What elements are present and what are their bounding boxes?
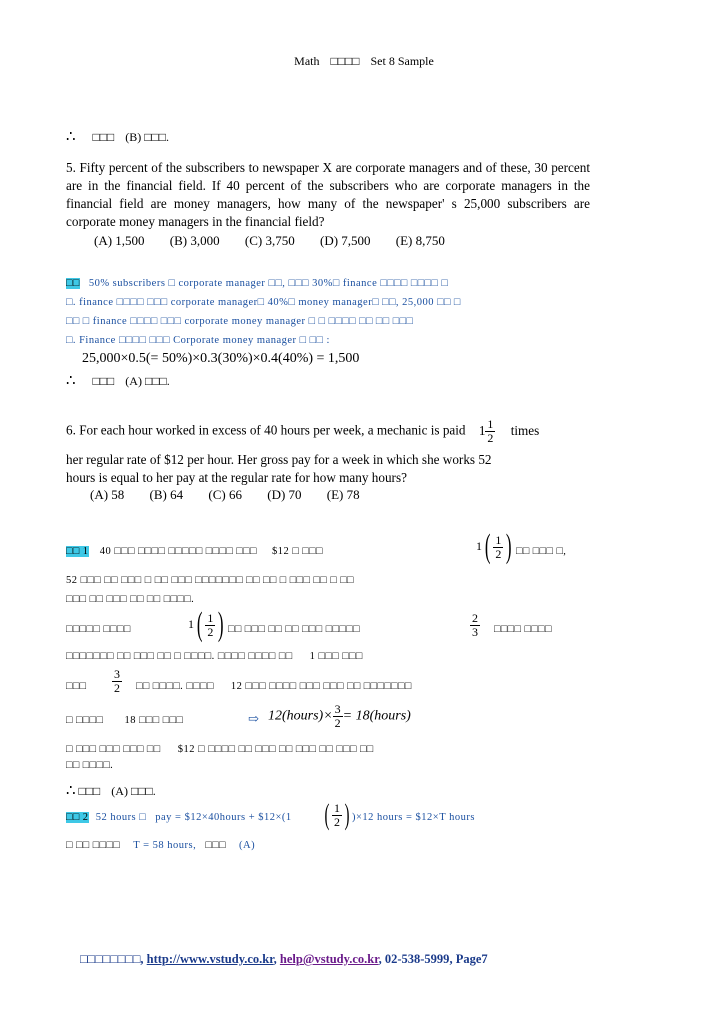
solution-6-method-2-result [66, 840, 255, 851]
answer-pre: □□□ [92, 130, 115, 144]
solution-text: □ □□ □□□□ [66, 840, 121, 851]
solution-6-line-4a: □□□□□ □□□□ [66, 624, 131, 635]
arrow-icon: ⇨ [248, 711, 259, 726]
solution-6-line-1 [66, 546, 323, 557]
option-a: (A) 1,500 [94, 233, 145, 248]
fraction-numerator: 1 [487, 417, 494, 431]
answer-line-b [66, 127, 169, 146]
option-c: (C) 3,750 [244, 233, 295, 248]
answer-post: □□□. [144, 130, 170, 144]
solution-6-mixed-fraction: 1( $\frac{1}{2}$ ) [476, 528, 512, 565]
solution-text: pay = $12×40hours + $12×(1 [155, 812, 292, 823]
solution-6-fraction-3-2 [112, 668, 122, 695]
question-6-text-b: times [510, 422, 540, 438]
solution-text: 12 □□□ □□□□ □□□ □□□ □□ □□□□□□□ [230, 681, 412, 692]
answer-value: (A) [125, 374, 142, 388]
option-c: (C) 66 [208, 487, 242, 502]
fraction-denominator: 2 [334, 814, 340, 829]
question-6-line-1 [66, 418, 539, 445]
solution-text: □ □□□ □□□ □□□ □□ [66, 744, 161, 755]
fraction-numerator: 2 [472, 611, 478, 625]
footer-page-number: Page7 [455, 952, 488, 966]
footer-phone: 02-538-5999 [384, 952, 450, 966]
answer-pre: □□□ [92, 374, 115, 388]
solution-6-line-2: 52 □□□ □□ □□□ □ □□ □□□ □□□□□□□ □□ □□ □ □□□ □□ □ □□ [66, 575, 354, 586]
fraction-denominator: 2 [334, 716, 341, 730]
solution-text: T = 58 hours, [133, 840, 197, 851]
solution-text: $12 □ □□□ [271, 546, 323, 557]
fraction-numerator: 3 [334, 702, 341, 716]
therefore-symbol: ∴ [66, 783, 76, 799]
option-b: (B) 64 [149, 487, 184, 502]
solution-text: □□□□□□□ □□ □□□ □□ □ □□□□. □□□□ □□□□ □□ [66, 651, 293, 662]
solution-6-line-7 [66, 715, 183, 726]
solution-5-formula: 25,000×0.5(= 50%)×0.3(30%)×0.4(40%) = 1,500 [82, 351, 360, 366]
fraction-numerator: 1 [334, 800, 340, 815]
solution-6-answer [66, 781, 156, 800]
solution-label: □□ 2 [66, 812, 89, 823]
solution-6-method-2c: )×12 hours = $12×T hours [352, 812, 475, 823]
solution-label: □□ 1 [66, 546, 89, 557]
solution-6-method-2 [66, 812, 292, 823]
method-2-fraction: ( $\frac{1}{2}$ ) [324, 798, 350, 831]
solution-6-line-3: □□□ □□ □□□ □□ □□ □□□□. [66, 594, 195, 605]
solution-6-line-4c: □□□□ □□□□ [494, 624, 552, 635]
question-5-text: 5. Fifty percent of the subscribers to newspaper X are corporate managers and of these, 30 percent are in the financial field. If 40 percent of the subscribers who are corporate managers in the financial field are money managers, how many of the newspaper' s 25,000 subscribers are corporate money managers in the financial field? [66, 160, 590, 229]
solution-5-line-3: □□ □ finance □□□□ □□□ corporate money manager □ □ □□□□ □□ □□ □□□ [66, 316, 414, 327]
therefore-symbol: ∴ [66, 373, 76, 389]
option-d: (D) 70 [267, 487, 302, 502]
option-e: (E) 78 [326, 487, 360, 502]
solution-6-line-4b: □□ □□□ □□ □□ □□□ □□□□□ [228, 624, 360, 635]
question-6-line-2: her regular rate of $12 per hour. Her gross pay for a week in which she works 52 [66, 452, 492, 467]
header-left: Math [294, 54, 320, 68]
solution-text: (A) [239, 840, 256, 851]
option-e: (E) 8,750 [395, 233, 445, 248]
question-6-text-a: 6. For each hour worked in excess of 40 hours per week, a mechanic is paid [66, 422, 466, 438]
footer-url-link[interactable]: http://www.vstudy.co.kr [146, 952, 274, 966]
formula-part-b: = 18(hours) [342, 708, 411, 724]
solution-5-line-4: □. Finance □□□□ □□□ Corporate money manager □ □□ : [66, 335, 330, 346]
solution-text: □ □□□□ [66, 715, 104, 726]
page-footer: □□□□□□□□, http://www.vstudy.co.kr, help@vstudy.co.kr, 02-538-5999, Page7 [80, 952, 488, 966]
question-6-line-3: hours is equal to her pay at the regular rate for how many hours? [66, 470, 407, 485]
solution-5-line-1 [66, 278, 448, 289]
solution-text: 52 hours □ [95, 812, 147, 823]
page-header [0, 54, 728, 69]
solution-6-fraction-2-3 [470, 612, 480, 639]
header-right: Set 8 Sample [370, 54, 434, 68]
fraction-numerator: 1 [207, 610, 214, 625]
solution-6-mixed-fraction-2: 1( $\frac{1}{2}$ ) [188, 606, 224, 643]
solution-6-line-8 [66, 744, 374, 755]
solution-5-answer [66, 371, 170, 390]
fraction-denominator: 2 [207, 624, 214, 639]
solution-6-line-9: □□ □□□□. [66, 760, 114, 771]
answer-value: (A) [111, 784, 128, 798]
solution-6-formula [268, 703, 411, 730]
solution-6-line-6 [136, 681, 412, 692]
mixed-whole: 1 [188, 616, 194, 631]
answer-value: (B) [125, 130, 142, 144]
footer-email-link[interactable]: help@vstudy.co.kr [279, 952, 379, 966]
fraction [485, 418, 495, 445]
solution-6-line-1c: □□ □□□ □, [516, 546, 567, 557]
solution-6-line-6a: □□□ [66, 681, 87, 692]
mixed-whole: 1 [476, 538, 482, 553]
solution-text: 50% subscribers □ corporate manager □□, □□□ 30%□ finance □□□□ □□□□ □ [88, 278, 449, 289]
footer-korean: □□□□□□□□ [80, 952, 141, 966]
option-a: (A) 58 [90, 487, 125, 502]
fraction-numerator: 1 [495, 532, 502, 547]
solution-text: □□□ [205, 840, 226, 851]
solution-text: 18 □□□ □□□ [124, 715, 184, 726]
solution-5-line-2: □. finance □□□□ □□□ corporate manager□ 40%□ money manager□ □□, 25,000 □□ □ [66, 297, 461, 308]
fraction-denominator: 3 [472, 625, 478, 639]
solution-text: 1 □□□ □□□ [309, 651, 363, 662]
solution-text: 40 □□□ □□□□ □□□□□ □□□□ □□□ [99, 546, 257, 557]
fraction-denominator: 2 [495, 546, 502, 561]
fraction-numerator: 3 [114, 667, 120, 681]
formula-part-a: 12(hours)× [268, 708, 333, 724]
question-6-options [90, 487, 382, 503]
question-5-options [94, 233, 467, 249]
solution-6-line-5 [66, 651, 363, 662]
fraction-denominator: 2 [114, 681, 120, 695]
answer-pre: □□□ [78, 784, 101, 798]
header-korean: □□□□ [330, 54, 360, 68]
answer-post: □□□. [130, 784, 156, 798]
fraction-denominator: 2 [487, 431, 494, 445]
option-b: (B) 3,000 [169, 233, 220, 248]
therefore-symbol: ∴ [66, 129, 76, 145]
solution-text: $12 □ □□□□ □□ □□□ □□ □□□ □□ □□□ □□ [177, 744, 374, 755]
solution-label: □□ [66, 278, 80, 289]
answer-post: □□□. [144, 374, 170, 388]
mixed-whole: 1 [478, 422, 486, 438]
solution-text: □□ □□□□. □□□□ [136, 681, 214, 692]
option-d: (D) 7,500 [319, 233, 371, 248]
